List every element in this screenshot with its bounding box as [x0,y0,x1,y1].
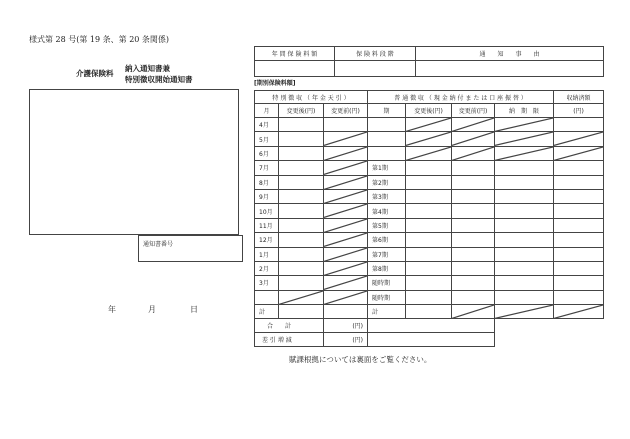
title-line2: 特別徴収開始通知書 [125,75,193,84]
special-after-cell [279,189,324,203]
month-cell: 計 [255,305,279,319]
period-cell: 第6期 [368,233,406,247]
ordinary-after-cell [406,247,452,261]
ordinary-before-cell [452,218,495,232]
ordinary-before-cell [452,276,495,290]
month-cell [255,290,279,304]
due-date-cell [495,132,554,146]
header-notice-reason: 通 知 事 由 [416,47,604,61]
header-annual-premium: 年 間 保 険 料 額 [255,47,335,61]
due-date-cell [495,276,554,290]
sub-yen: (円) [554,104,604,118]
ordinary-before-cell [452,161,495,175]
ordinary-after-cell [406,132,452,146]
strike-line [406,118,451,131]
header-table [254,46,604,77]
period-cell [368,146,406,160]
schedule-row [255,118,604,132]
ordinary-after-cell [406,189,452,203]
special-before-cell [324,189,368,203]
strike-line [452,118,494,131]
paid-amount-cell [554,276,604,290]
due-date-cell [495,233,554,247]
special-before-cell [324,132,368,146]
schedule-row [255,233,604,247]
special-before-cell [324,261,368,275]
special-after-cell [279,132,324,146]
strike-line [324,262,367,275]
schedule-row [255,175,604,189]
period-cell: 随時期 [368,276,406,290]
strike-line [495,305,553,318]
ordinary-before-cell [452,305,495,319]
ordinary-after-cell [406,204,452,218]
ordinary-after-cell [406,276,452,290]
month-cell: 7月 [255,161,279,175]
period-cell [368,118,406,132]
paid-amount-cell [554,247,604,261]
ordinary-after-cell [406,305,452,319]
special-after-cell [279,146,324,160]
month-cell: 12月 [255,233,279,247]
special-after-cell [279,276,324,290]
special-after-cell [279,118,324,132]
special-collection-header: 特 別 徴 収 （ 年 金 天 引 ） [255,91,368,104]
special-before-cell [324,305,368,319]
ordinary-after-cell [406,118,452,132]
period-cell: 第7期 [368,247,406,261]
due-date-cell [495,218,554,232]
schedule-row [255,305,604,319]
strike-line [324,276,367,289]
strike-line [324,248,367,261]
date-year: 年 [108,305,116,314]
ordinary-after-cell [406,218,452,232]
month-cell: 9月 [255,189,279,203]
month-cell: 2月 [255,261,279,275]
special-before-cell [324,247,368,261]
month-cell: 1月 [255,247,279,261]
notice-number-box [138,235,243,262]
notice-number-label: 通知書番号 [143,241,174,248]
ordinary-collection-header: 普 通 徴 収 （ 現 金 納 付 ま た は 口 座 振 替 ） [368,91,554,104]
strike-line [279,291,323,304]
paid-amount-cell [554,218,604,232]
adjust-value [368,333,495,347]
strike-line [324,204,367,217]
strike-line [495,132,553,145]
period-cell: 計 [368,305,406,319]
special-after-cell [279,233,324,247]
ordinary-before-cell [452,204,495,218]
paid-amount-header: 収納済額 [554,91,604,104]
special-before-cell [324,118,368,132]
strike-line [495,118,553,131]
special-after-cell [279,204,324,218]
strike-line [324,161,367,174]
annual-premium-value [255,61,335,77]
strike-line [495,147,553,160]
schedule-row [255,261,604,275]
special-after-cell [279,218,324,232]
special-after-cell [279,247,324,261]
form-reference: 様式第 28 号(第 19 条、第 20 条関係) [29,35,170,44]
paid-amount-cell [554,204,604,218]
period-cell: 第5期 [368,218,406,232]
ordinary-after-cell [406,175,452,189]
ordinary-before-cell [452,146,495,160]
schedule-row [255,204,604,218]
month-cell: 3月 [255,276,279,290]
date-month: 月 [148,305,156,314]
total-label: 合 計 [267,323,292,331]
month-cell: 8月 [255,175,279,189]
adjust-unit: (円) [324,333,368,347]
adjust-label: 差 引 増 減 [262,337,292,345]
due-date-cell [495,146,554,160]
section-label: [期別保険料額] [254,80,296,87]
schedule-row [255,290,604,304]
paid-amount-cell [554,132,604,146]
month-cell: 10月 [255,204,279,218]
schedule-row [255,189,604,203]
paid-amount-cell [554,118,604,132]
schedule-row [255,276,604,290]
ordinary-before-cell [452,261,495,275]
address-box [29,89,239,235]
due-date-cell [495,204,554,218]
ordinary-after-cell [406,146,452,160]
paid-amount-cell [554,305,604,319]
paid-amount-cell [554,290,604,304]
notice-reason-value [416,61,604,77]
special-before-cell [324,233,368,247]
due-date-cell [495,175,554,189]
due-date-cell [495,161,554,175]
strike-line [406,147,451,160]
schedule-row [255,132,604,146]
footer-note: 賦課根拠については裏面をご覧ください。 [289,355,432,364]
header-premium-tier: 保 険 料 段 階 [335,47,416,61]
strike-line [324,291,367,304]
due-date-cell [495,305,554,319]
ordinary-before-cell [452,132,495,146]
sub-period: 期 [368,104,406,118]
period-cell: 第3期 [368,189,406,203]
premium-schedule-table [254,90,604,347]
period-cell: 第8期 [368,261,406,275]
month-cell: 6月 [255,146,279,160]
paid-amount-cell [554,233,604,247]
period-cell [368,132,406,146]
adjust-label-cell [255,333,324,347]
sub-month: 月 [255,104,279,118]
special-before-cell [324,276,368,290]
sub-before-2: 変更前(円) [452,104,495,118]
schedule-row [255,247,604,261]
sub-due-date: 納 期 限 [495,104,554,118]
special-before-cell [324,161,368,175]
total-unit: (円) [324,319,368,333]
strike-line [554,305,603,318]
strike-line [324,147,367,160]
ordinary-before-cell [452,118,495,132]
title-main: 介護保険料 [76,69,114,78]
strike-line [452,147,494,160]
strike-line [324,233,367,246]
paid-amount-cell [554,175,604,189]
ordinary-after-cell [406,233,452,247]
special-before-cell [324,218,368,232]
schedule-row [255,161,604,175]
special-after-cell [279,305,324,319]
period-cell: 第2期 [368,175,406,189]
schedule-row [255,146,604,160]
total-label-cell [255,319,324,333]
special-before-cell [324,146,368,160]
schedule-row [255,218,604,232]
ordinary-after-cell [406,261,452,275]
due-date-cell [495,189,554,203]
ordinary-before-cell [452,233,495,247]
ordinary-after-cell [406,161,452,175]
strike-line [324,190,367,203]
paid-amount-cell [554,146,604,160]
paid-amount-cell [554,189,604,203]
sub-before: 変更前(円) [324,104,368,118]
due-date-cell [495,247,554,261]
ordinary-before-cell [452,247,495,261]
strike-line [324,132,367,145]
paid-amount-cell [554,261,604,275]
strike-line [324,176,367,189]
ordinary-before-cell [452,175,495,189]
period-cell: 随時期 [368,290,406,304]
period-cell: 第1期 [368,161,406,175]
due-date-cell [495,290,554,304]
strike-line [452,305,494,318]
ordinary-after-cell [406,290,452,304]
period-cell: 第4期 [368,204,406,218]
paid-amount-cell [554,161,604,175]
total-value [368,319,495,333]
special-before-cell [324,175,368,189]
month-cell: 4月 [255,118,279,132]
date-day: 日 [190,305,198,314]
premium-tier-value [335,61,416,77]
sub-after-2: 変更後(円) [406,104,452,118]
special-after-cell [279,290,324,304]
title-line1: 納入通知書兼 [125,64,170,73]
ordinary-before-cell [452,189,495,203]
strike-line [324,219,367,232]
strike-line [554,132,603,145]
special-before-cell [324,290,368,304]
month-cell: 5月 [255,132,279,146]
ordinary-before-cell [452,290,495,304]
special-after-cell [279,175,324,189]
strike-line [554,147,603,160]
strike-line [406,132,451,145]
sub-after: 変更後(円) [279,104,324,118]
special-before-cell [324,204,368,218]
due-date-cell [495,261,554,275]
special-after-cell [279,161,324,175]
month-cell: 11月 [255,218,279,232]
due-date-cell [495,118,554,132]
special-after-cell [279,261,324,275]
strike-line [452,132,494,145]
